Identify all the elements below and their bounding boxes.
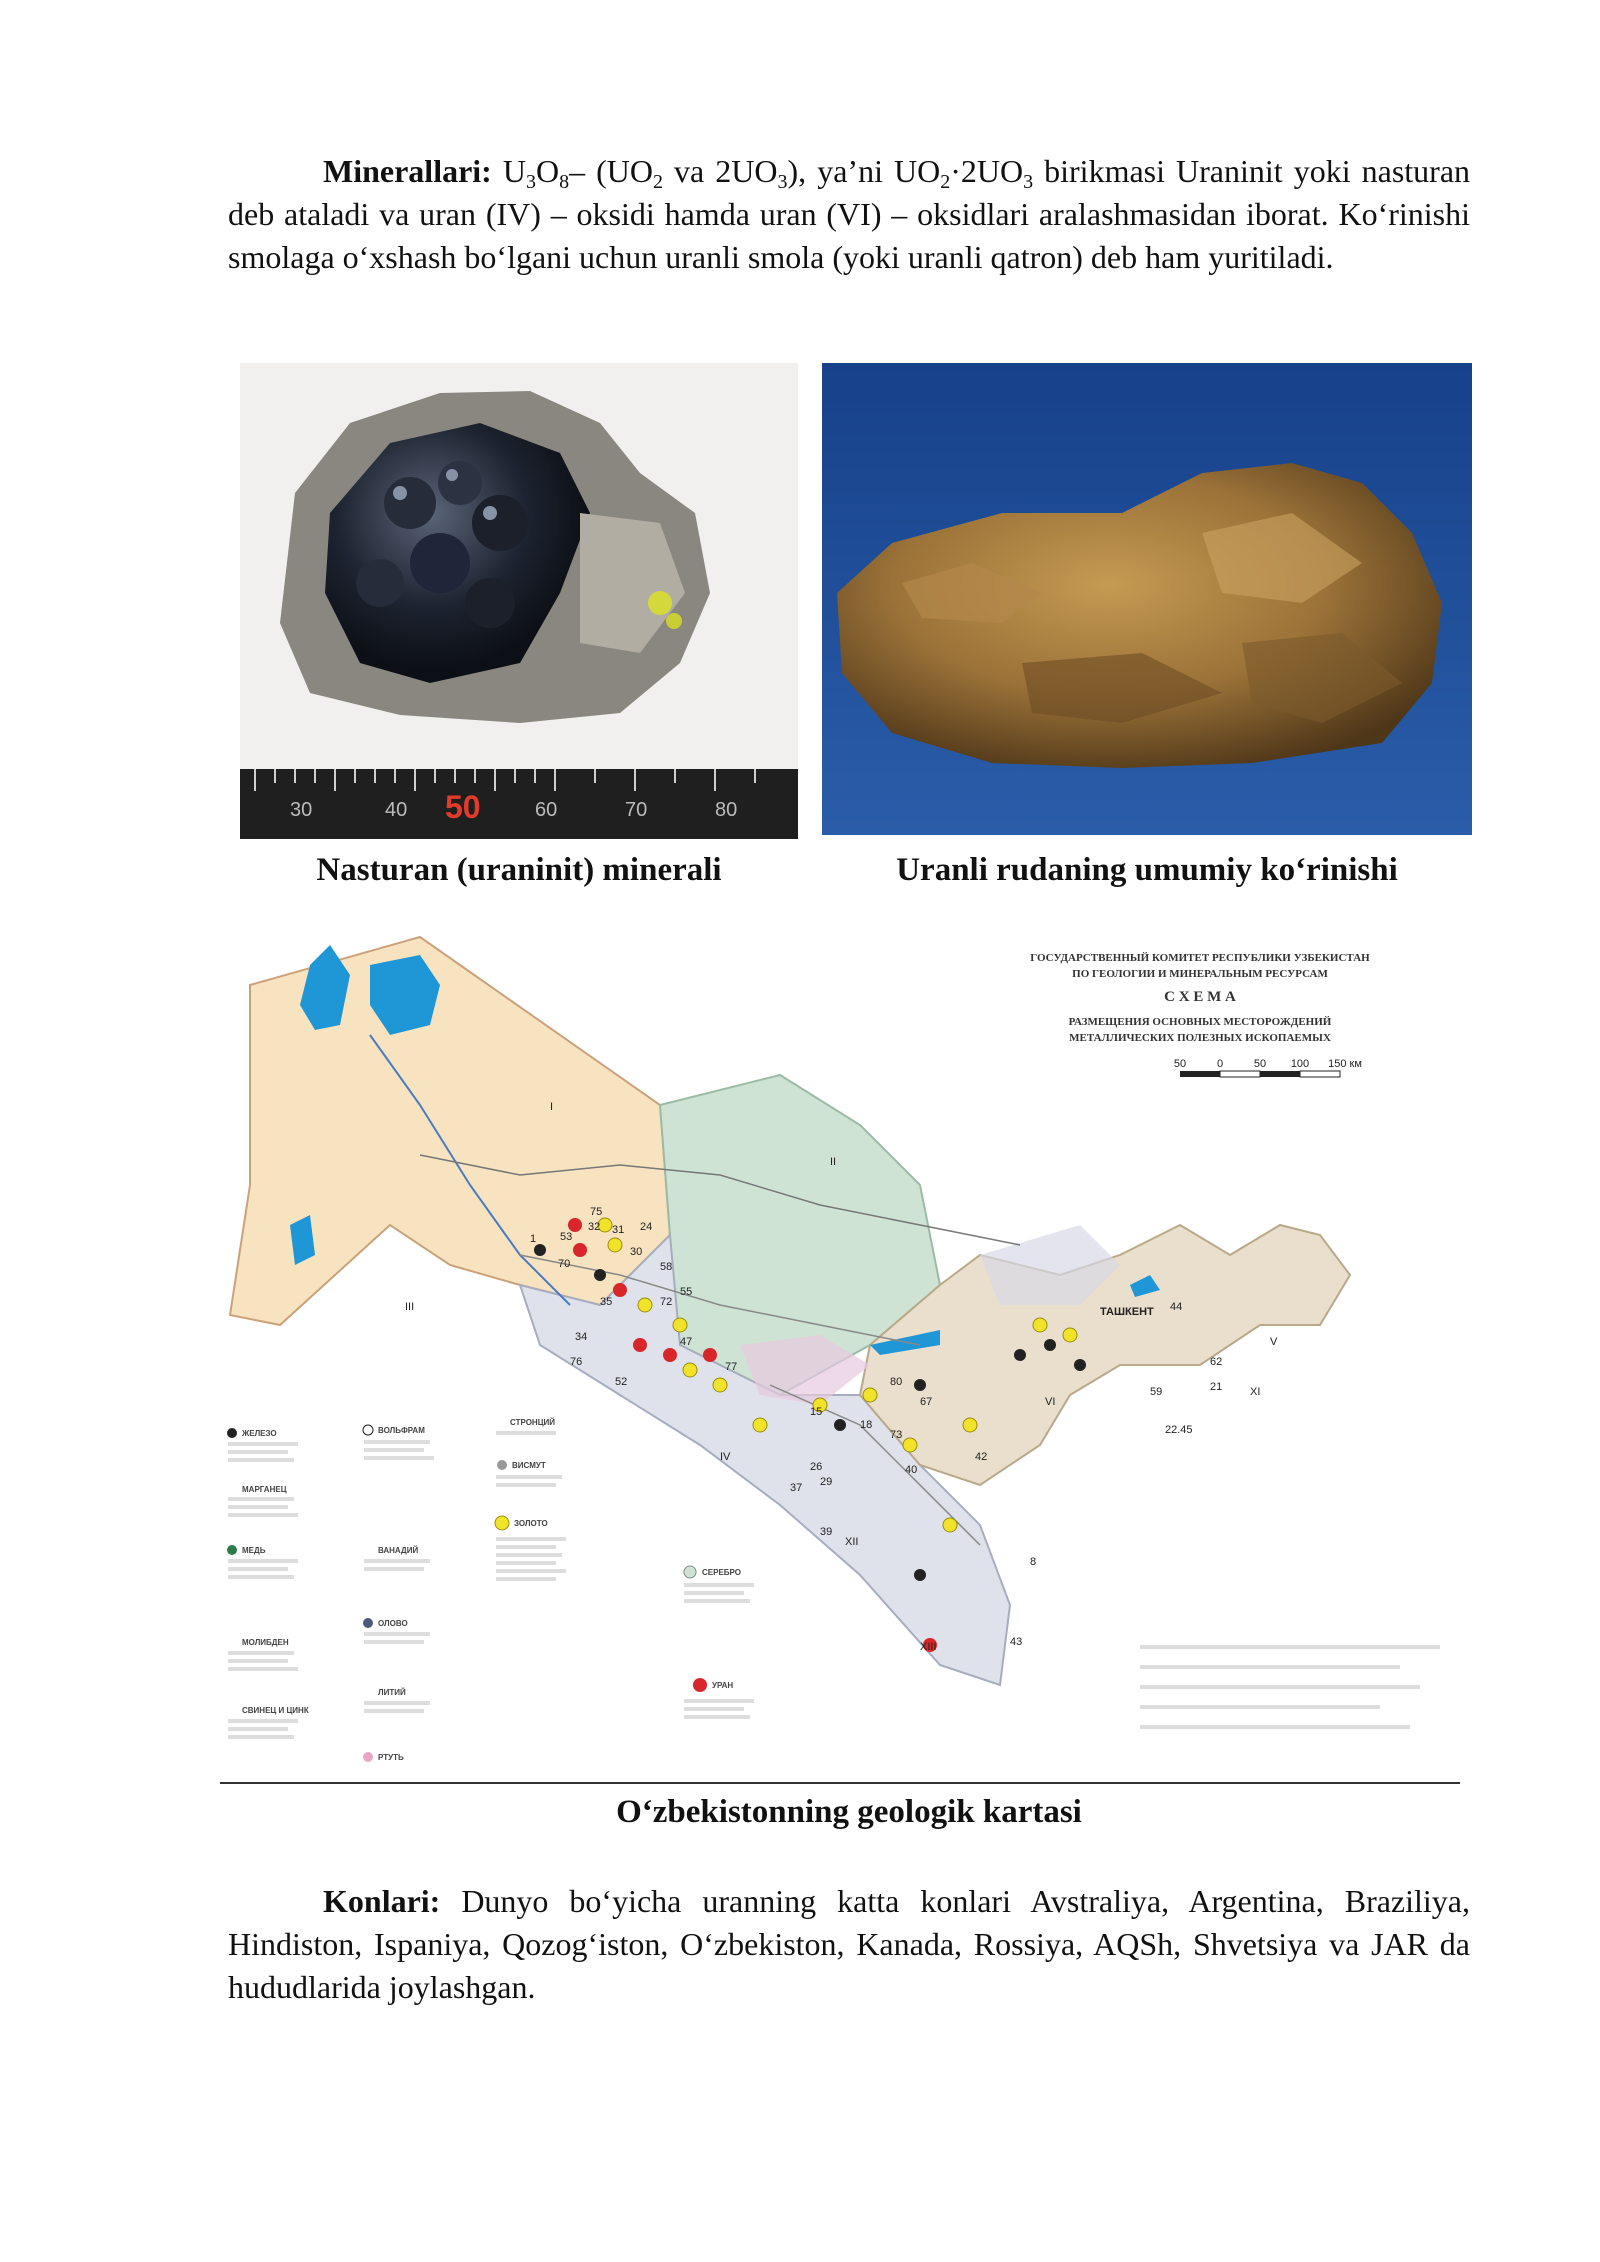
svg-text:XII: XII [845, 1536, 859, 1548]
svg-text:МАРГАНЕЦ: МАРГАНЕЦ [242, 1485, 287, 1494]
scale-bar [1174, 1058, 1362, 1077]
svg-text:УРАН: УРАН [712, 1681, 734, 1690]
svg-text:44: 44 [1170, 1301, 1183, 1313]
svg-text:22.45: 22.45 [1165, 1424, 1193, 1436]
ruler-tick-70: 70 [625, 799, 648, 821]
svg-text:29: 29 [820, 1476, 833, 1488]
svg-text:26: 26 [810, 1461, 823, 1473]
uranium-ore-caption: Uranli rudaning umumiy ko‘rinishi [896, 852, 1398, 888]
svg-text:58: 58 [660, 1261, 673, 1273]
svg-text:52: 52 [615, 1376, 628, 1388]
intro-text: birikmasi Uraninit yoki nasturan deb ataladi va uran (IV) – oksidi hamda uran (VI) – oksidlari aralashmasidan iborat. Ko‘rinishi smolaga o‘xshash bo‘lgani uchun uranli smola (yoki uranli qatron) deb ham yuritiladi. [228, 153, 1471, 275]
ruler-tick-30: 30 [290, 799, 313, 821]
region-west [230, 937, 673, 1325]
svg-text:МЕДЬ: МЕДЬ [242, 1546, 266, 1555]
svg-text:50: 50 [1253, 1058, 1267, 1070]
svg-text:42: 42 [975, 1451, 988, 1463]
svg-text:75: 75 [590, 1206, 603, 1218]
uranium-ore-photo [822, 363, 1472, 835]
map-header-line5: МЕТАЛЛИЧЕСКИХ ПОЛЕЗНЫХ ИСКОПАЕМЫХ [1069, 1032, 1331, 1044]
svg-text:39: 39 [820, 1526, 833, 1538]
svg-text:XIII: XIII [920, 1641, 937, 1653]
ruler-tick-50: 50 [445, 789, 481, 825]
svg-text:37: 37 [790, 1482, 803, 1494]
svg-text:V: V [1270, 1336, 1278, 1348]
svg-text:62: 62 [1210, 1356, 1223, 1368]
ruler [245, 769, 795, 833]
svg-text:73: 73 [890, 1429, 903, 1441]
svg-text:76: 76 [570, 1356, 583, 1368]
svg-text:47: 47 [680, 1336, 693, 1348]
svg-text:50: 50 [1173, 1058, 1187, 1070]
map-legend [227, 1418, 754, 1762]
map-header-line4: РАЗМЕЩЕНИЯ ОСНОВНЫХ МЕСТОРОЖДЕНИЙ [1068, 1016, 1332, 1028]
city-tashkent: ТАШКЕНТ [1100, 1306, 1154, 1318]
svg-text:XI: XI [1250, 1386, 1261, 1398]
map-caption: O‘zbekistonning geologik kartasi [616, 1794, 1082, 1830]
svg-text:ВИСМУТ: ВИСМУТ [512, 1461, 546, 1470]
svg-text:34: 34 [575, 1331, 588, 1343]
svg-text:8: 8 [1030, 1556, 1037, 1568]
ruler-tick-60: 60 [535, 799, 558, 821]
svg-text:ВАНАДИЙ: ВАНАДИЙ [378, 1546, 419, 1555]
svg-text:77: 77 [725, 1361, 738, 1373]
svg-text:СТРОНЦИЙ: СТРОНЦИЙ [510, 1418, 556, 1427]
outro-label: Konlari: [323, 1883, 441, 1919]
svg-text:ВОЛЬФРАМ: ВОЛЬФРАМ [378, 1426, 425, 1435]
outro-text: Dunyo bo‘yicha uranning katta konlari Avstraliya, Argentina, Braziliya, Hindiston, Ispaniya, Qozog‘iston, O‘zbekiston, Kanada, Rossiya, AQSh, Shvetsiya va JAR da hududlarida joylashgan. [228, 1883, 1470, 2005]
svg-text:ОЛОВО: ОЛОВО [378, 1619, 408, 1628]
svg-text:18: 18 [860, 1419, 873, 1431]
svg-text:43: 43 [1010, 1636, 1023, 1648]
map-header-line2: ПО ГЕОЛОГИИ И МИНЕРАЛЬНЫМ РЕСУРСАМ [1072, 968, 1328, 980]
svg-text:21: 21 [1210, 1381, 1223, 1393]
ruler-tick-40: 40 [385, 799, 408, 821]
ruler-tick-80: 80 [715, 799, 738, 821]
svg-text:0: 0 [1216, 1058, 1224, 1070]
svg-text:II: II [830, 1156, 837, 1168]
svg-text:ЛИТИЙ: ЛИТИЙ [378, 1688, 406, 1697]
svg-text:70: 70 [558, 1258, 571, 1270]
svg-text:ЗОЛОТО: ЗОЛОТО [514, 1519, 548, 1528]
svg-text:30: 30 [630, 1246, 643, 1258]
svg-text:IV: IV [720, 1451, 731, 1463]
svg-text:СВИНЕЦ И ЦИНК: СВИНЕЦ И ЦИНК [242, 1706, 309, 1715]
svg-text:150 км: 150 км [1328, 1058, 1362, 1070]
svg-text:40: 40 [905, 1464, 918, 1476]
svg-text:VI: VI [1045, 1396, 1056, 1408]
svg-text:100: 100 [1290, 1058, 1310, 1070]
svg-text:24: 24 [640, 1221, 653, 1233]
nasturan-caption: Nasturan (uraninit) minerali [316, 852, 722, 888]
svg-text:I: I [550, 1101, 554, 1113]
svg-text:15: 15 [810, 1406, 823, 1418]
svg-text:32: 32 [588, 1221, 601, 1233]
svg-text:31: 31 [612, 1224, 625, 1236]
map-header-line1: ГОСУДАРСТВЕННЫЙ КОМИТЕТ РЕСПУБЛИКИ УЗБЕКИСТАН [1030, 952, 1370, 964]
svg-text:53: 53 [560, 1231, 573, 1243]
svg-text:МОЛИБДЕН: МОЛИБДЕН [242, 1638, 289, 1647]
svg-text:59: 59 [1150, 1386, 1163, 1398]
svg-text:80: 80 [890, 1376, 903, 1388]
svg-text:72: 72 [660, 1296, 673, 1308]
nasturan-photo [240, 363, 798, 839]
svg-text:ЖЕЛЕЗО: ЖЕЛЕЗО [242, 1429, 277, 1438]
svg-text:55: 55 [680, 1286, 693, 1298]
svg-text:35: 35 [600, 1296, 613, 1308]
intro-paragraph: Minerallari: $U_3O_8-$ ($UO_2$ va $2UO_3$), ya’ni $UO_2\cdot 2UO_3$ birikmasi Uraninit yoki nasturan deb ataladi va uran (IV) – oksidi hamda uran (VI) – oksidlari aralashmasidan iborat. Ko‘rinishi smolaga o‘xshash bo‘lgani uchun uranli smola (yoki uranli qatron) deb ham yuritiladi. [228, 153, 1471, 275]
svg-text:РТУТЬ: РТУТЬ [378, 1753, 404, 1762]
svg-text:СЕРЕБРО: СЕРЕБРО [702, 1568, 741, 1577]
intro-label: Minerallari: [323, 153, 492, 189]
svg-text:1: 1 [530, 1233, 537, 1245]
map-header-line3: С Х Е М А [1164, 989, 1236, 1005]
svg-text:III: III [405, 1301, 415, 1313]
outro-paragraph [228, 1880, 1470, 2009]
svg-text:67: 67 [920, 1396, 933, 1408]
geological-map [220, 925, 1460, 1785]
map-symbols-legend [1140, 1645, 1440, 1729]
